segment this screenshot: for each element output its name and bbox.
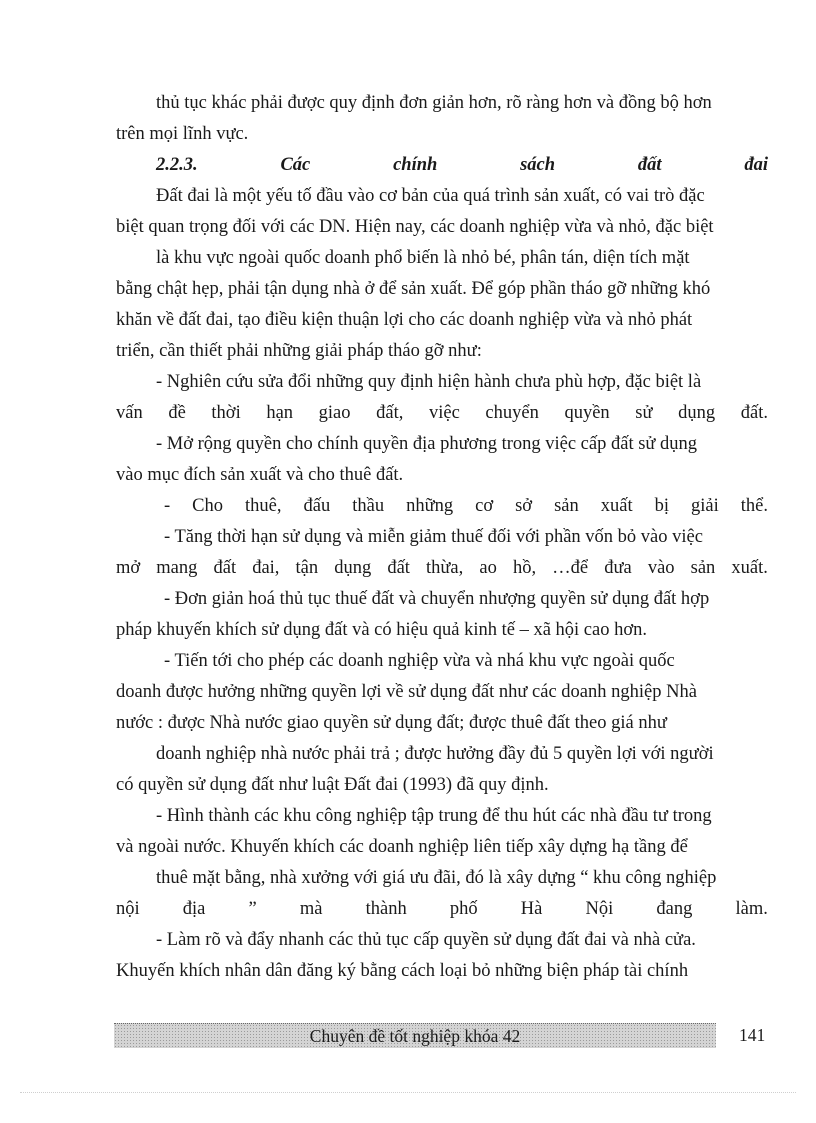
heading-word: đai [744, 155, 768, 175]
text-line: Đất đai là một yếu tố đầu vào cơ bản của quá trình sản xuất, có vai trò đặc [156, 186, 705, 206]
word: đấu [303, 496, 331, 516]
text-line: khăn về đất đai, tạo điều kiện thuận lợi cho các doanh nghiệp vừa và nhỏ phát [116, 310, 693, 330]
word: thừa, [426, 558, 464, 578]
word: địa [182, 899, 206, 919]
word: vào [647, 558, 675, 578]
text-line: - Làm rõ và đẩy nhanh các thủ tục cấp quyền sử dụng đất đai và nhà cửa. [156, 930, 696, 950]
footer-title: Chuyên đề tốt nghiệp khóa 42 [309, 1025, 521, 1046]
word: xuất. [731, 558, 768, 578]
word: thành [365, 899, 407, 919]
word: nội [116, 899, 140, 919]
heading-word: sách [520, 155, 556, 175]
text-line: - Hình thành các khu công nghiệp tập trung để thu hút các nhà đầu tư trong [156, 806, 712, 826]
word: xuất [600, 496, 633, 516]
word: việc [428, 403, 460, 423]
word: giải [691, 496, 719, 516]
word: phố [449, 899, 478, 919]
heading-word: 2.2.3. [156, 155, 198, 175]
word: …để [552, 558, 589, 578]
text-line: là khu vực ngoài quốc doanh phổ biến là nhỏ bé, phân tán, diện tích mặt [156, 248, 690, 268]
word: đất. [740, 403, 768, 423]
word: sản [554, 496, 579, 516]
word: sở [515, 496, 533, 516]
text-line: triển, cần thiết phải những giải pháp tháo gỡ như: [116, 341, 482, 361]
heading-word: đất [637, 155, 662, 175]
text-line: - Tăng thời hạn sử dụng và miễn giảm thuế đối với phần vốn bỏ vào việc [164, 527, 703, 547]
text-line: vào mục đích sản xuất và cho thuê đất. [116, 465, 404, 485]
word: chuyển [485, 403, 539, 423]
word: vấn [116, 403, 143, 423]
word: dụng [678, 403, 716, 423]
word: Hà [520, 899, 543, 919]
word: thuê, [245, 496, 282, 516]
word: tận [295, 558, 319, 578]
footer-bar [114, 1023, 716, 1048]
word: đất [387, 558, 410, 578]
word: đưa [604, 558, 632, 578]
word: bị [654, 496, 670, 516]
word: đất [213, 558, 237, 578]
word: thể. [740, 496, 768, 516]
word: thầu [352, 496, 385, 516]
justified-line [116, 894, 768, 925]
section-heading [116, 150, 768, 181]
word: sử [635, 403, 653, 423]
justified-line [116, 553, 768, 584]
text-line: - Mở rộng quyền cho chính quyền địa phương trong việc cấp đất sử dụng [156, 434, 698, 454]
word: mang [156, 558, 198, 578]
word: hạn [266, 403, 294, 423]
word: đai, [252, 558, 280, 578]
word: Nội [585, 899, 614, 919]
justified-line [116, 398, 768, 429]
word: đang [656, 899, 693, 919]
word: dụng [334, 558, 372, 578]
text-line: pháp khuyến khích sử dụng đất và có hiệu quả kinh tế – xã hội cao hơn. [116, 620, 648, 640]
text-line: trên mọi lĩnh vực. [116, 124, 249, 144]
word: Cho [192, 496, 224, 516]
text-line: - Đơn giản hoá thủ tục thuế đất và chuyển nhượng quyền sử dụng đất hợp [164, 589, 710, 609]
body-text [116, 88, 768, 987]
text-line: doanh được hưởng những quyền lợi về sử dụng đất như các doanh nghiệp Nhà [116, 682, 697, 702]
word: ” [248, 899, 257, 919]
text-line: thuê mặt bằng, nhà xưởng với giá ưu đãi, đó là xây dựng “ khu công nghiệp [156, 868, 717, 888]
word: đất, [376, 403, 404, 423]
word: hồ, [512, 558, 537, 578]
text-line: biệt quan trọng đối với các DN. Hiện nay, các doanh nghiệp vừa và nhỏ, đặc biệt [116, 217, 714, 237]
heading-word: Các [280, 155, 311, 175]
text-line: có quyền sử dụng đất như luật Đất đai (1993) đã quy định. [116, 775, 549, 795]
word: ao [479, 558, 497, 578]
word: quyền [564, 403, 610, 423]
bottom-divider [20, 1092, 796, 1093]
word: đề [168, 403, 186, 423]
word: - [164, 496, 171, 516]
text-line: - Nghiên cứu sửa đổi những quy định hiện hành chưa phù hợp, đặc biệt là [156, 372, 702, 392]
word: cơ [475, 496, 494, 516]
heading-word: chính [393, 155, 438, 175]
text-line: và ngoài nước. Khuyến khích các doanh nghiệp liên tiếp xây dựng hạ tầng để [116, 837, 688, 857]
text-line: - Tiến tới cho phép các doanh nghiệp vừa và nhá khu vực ngoài quốc [164, 651, 675, 671]
text-line: nước : được Nhà nước giao quyền sử dụng đất; được thuê đất theo giá như [116, 713, 667, 733]
page-number: 141 [739, 1025, 766, 1045]
word: sản [690, 558, 716, 578]
word: làm. [735, 899, 768, 919]
text-line: Khuyến khích nhân dân đăng ký bằng cách loại bỏ những biện pháp tài chính [116, 961, 689, 981]
word: mở [116, 558, 141, 578]
word: giao [318, 403, 351, 423]
word: những [406, 496, 454, 516]
text-line: bằng chật hẹp, phải tận dụng nhà ở để sản xuất. Để góp phần tháo gỡ những khó [116, 279, 711, 299]
text-line: thủ tục khác phải được quy định đơn giản hơn, rõ ràng hơn và đồng bộ hơn [156, 93, 712, 113]
word: mà [299, 899, 323, 919]
text-line: doanh nghiệp nhà nước phải trả ; được hưởng đầy đủ 5 quyền lợi với người [156, 744, 714, 764]
word: thời [211, 403, 241, 423]
justified-line [116, 491, 768, 522]
